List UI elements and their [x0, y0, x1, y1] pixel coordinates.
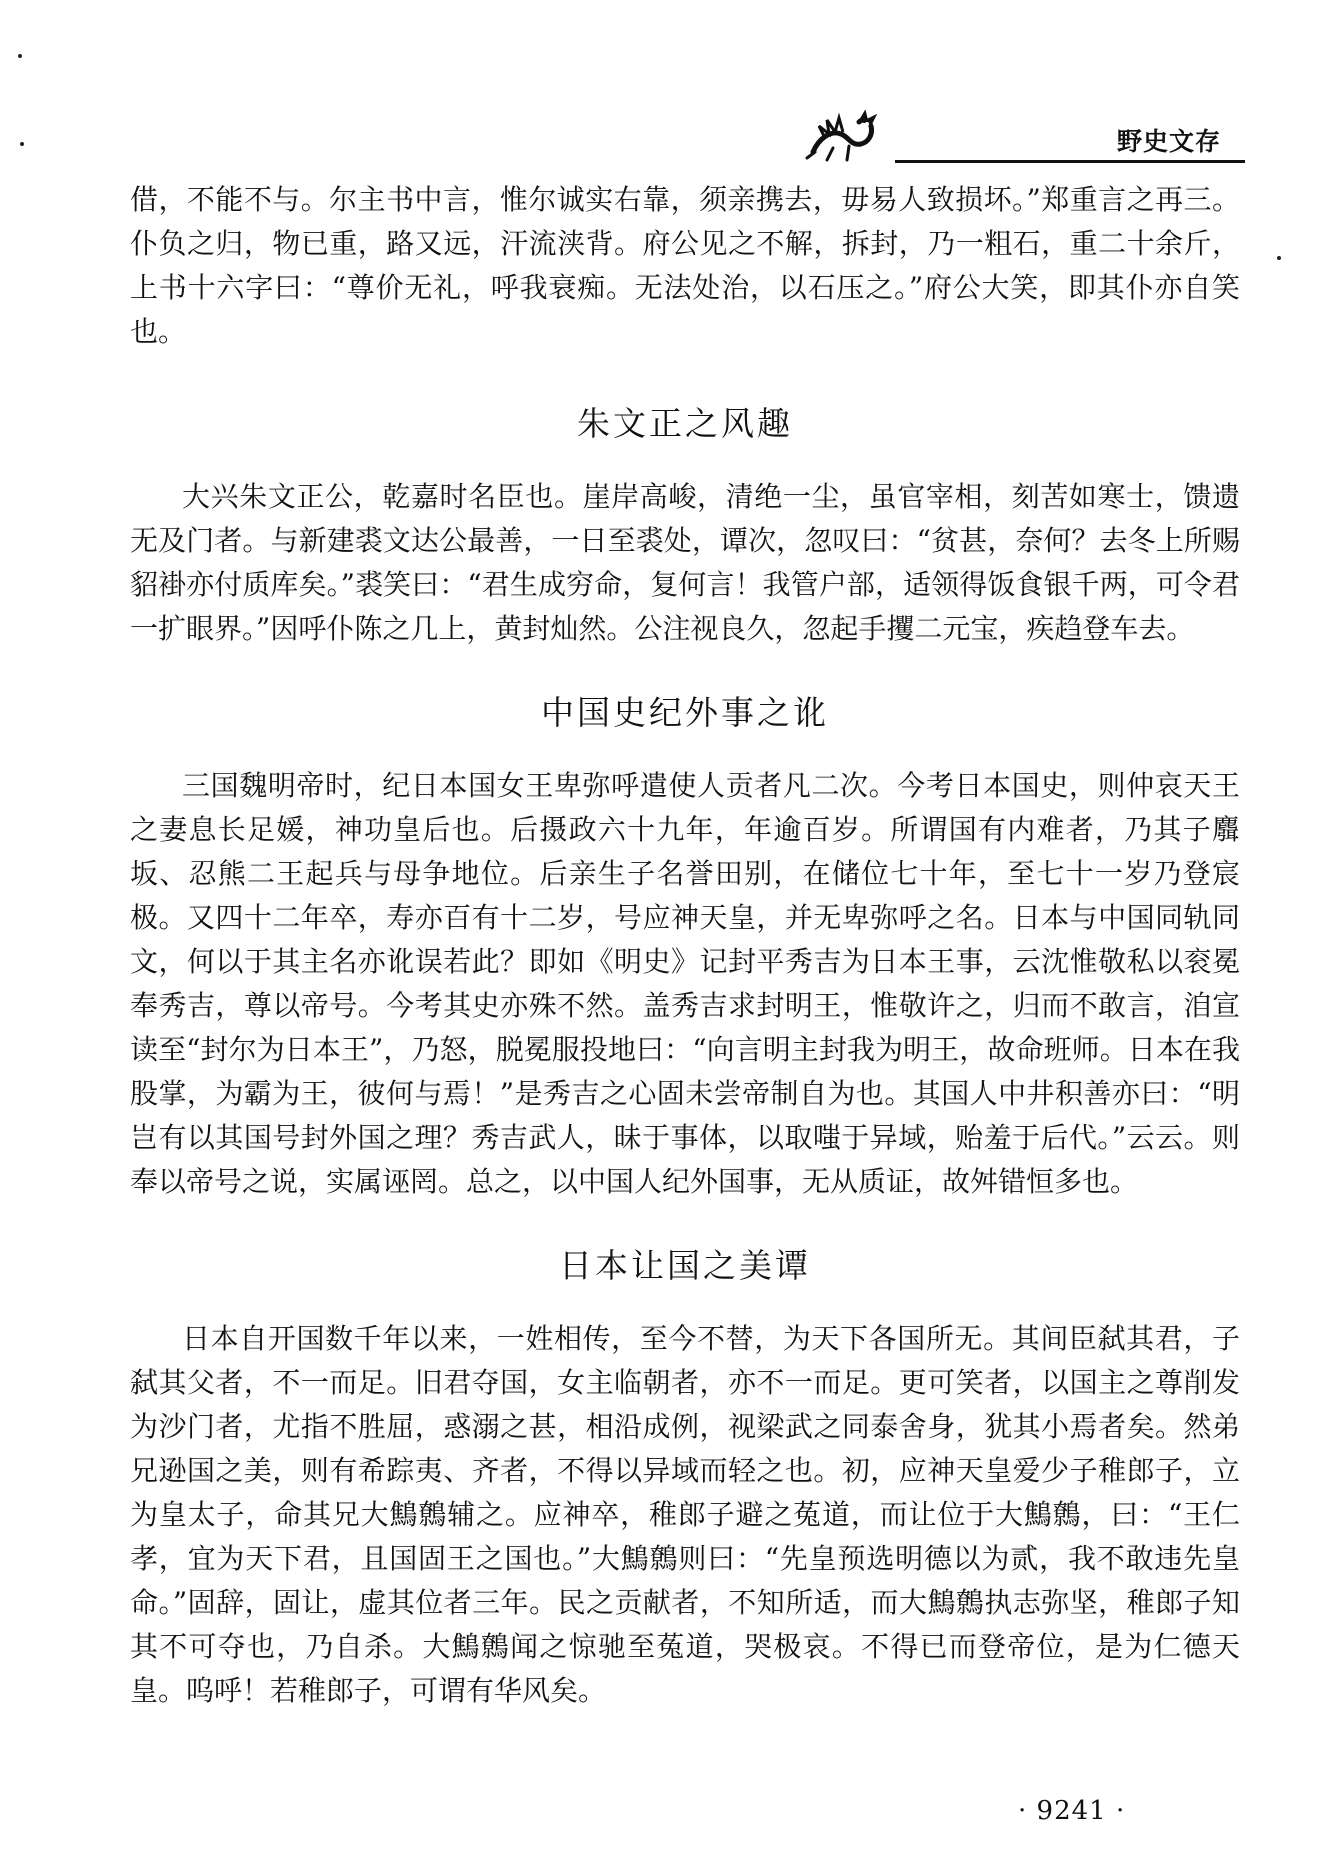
- section-title: 日本让国之美谭: [559, 1246, 811, 1285]
- section-title: 朱文正之风趣: [577, 404, 793, 443]
- continuation-paragraph: 借，不能不与。尔主书中言，惟尔诚实右靠，须亲携去，毋易人致损坏。”郑重言之再三。仆负之归，物已重，路又远，汗流浃背。府公见之不解，拆封，乃一粗石，重二十余斤，上书十六字曰：“尊价无礼，呼我衰痴。无法处治，以石压之。”府公大笑，即其仆亦自笑也。: [130, 183, 1240, 348]
- section-paragraph: 大兴朱文正公，乾嘉时名臣也。崖岸高峻，清绝一尘，虽官宰相，刻苦如寒士，馈遗无及门者。与新建裘文达公最善，一日至裘处，谭次，忽叹曰：“贫甚，奈何？去冬上所赐貂褂亦付质库矣。”裘笑曰：“君生成穷命，复何言！我管户部，适领得饭食银千两，可令君一扩眼界。”因呼仆陈之几上，黄封灿然。公注视良久，忽起手攫二元宝，疾趋登车去。: [130, 480, 1240, 645]
- header-rule: [895, 160, 1245, 163]
- series-title: 野史文存: [1116, 127, 1221, 156]
- scan-speck: [18, 54, 22, 58]
- page-number: · 9241 ·: [1018, 1796, 1126, 1826]
- section-paragraph: 日本自开国数千年以来，一姓相传，至今不替，为天下各国所无。其间臣弑其君，子弑其父者，不一而足。旧君夺国，女主临朝者，亦不一而足。更可笑者，以国主之尊削发为沙门者，尤指不胜屈，惑溺之甚，相沿成例，视梁武之同泰舍身，犹其小焉者矣。然弟兄逊国之美，则有希踪夷、齐者，不得以异域而轻之也。初，应神天皇爱少子稚郎子，立为皇太子，命其兄大鷦鷯辅之。应神卒，稚郎子避之菟道，而让位于大鷦鷯，曰：“王仁孝，宜为天下君，且国固王之国也。”大鷦鷯则曰：“先皇预选明德以为贰，我不敢违先皇命。”固辞，固让，虚其位者三年。民之贡献者，不知所适，而大鷦鷯执志弥坚，稚郎子知其不可夺也，乃自杀。大鷦鷯闻之惊驰至菟道，哭极哀。不得已而登帝位，是为仁德天皇。呜呼！若稚郎子，可谓有华风矣。: [130, 1322, 1240, 1707]
- section-paragraph: 三国魏明帝时，纪日本国女王卑弥呼遣使人贡者凡二次。今考日本国史，则仲哀天王之妻息长足媛，神功皇后也。后摄政六十九年，年逾百岁。所谓国有内难者，乃其子麛坂、忍熊二王起兵与母争地位。后亲生子名誉田别，在储位七十年，至七十一岁乃登宸极。又四十二年卒，寿亦百有十二岁，号应神天皇，并无卑弥呼之名。日本与中国同轨同文，何以于其主名亦讹误若此？即如《明史》记封平秀吉为日本王事，云沈惟敬私以衮冕奉秀吉，尊以帝号。今考其史亦殊不然。盖秀吉求封明王，惟敬许之，归而不敢言，洎宣读至“封尔为日本王”，乃怒，脱冕服投地曰：“向言明主封我为明王，故命班师。日本在我股掌，为霸为王，彼何与焉！”是秀吉之心固未尝帝制自为也。其国人中井积善亦曰：“明岂有以其国号封外国之理？秀吉武人，昧于事体，以取嗤于异域，贻羞于后代。”云云。则奉以帝号之说，实属诬罔。总之，以中国人纪外国事，无从质证，故舛错恒多也。: [130, 769, 1240, 1198]
- article-body: [130, 178, 1240, 1713]
- section-title: 中国史纪外事之讹: [541, 693, 829, 732]
- dragon-icon: [805, 108, 881, 164]
- page-header: [805, 108, 1245, 168]
- scan-speck: [1277, 256, 1281, 260]
- scan-speck: [20, 142, 24, 146]
